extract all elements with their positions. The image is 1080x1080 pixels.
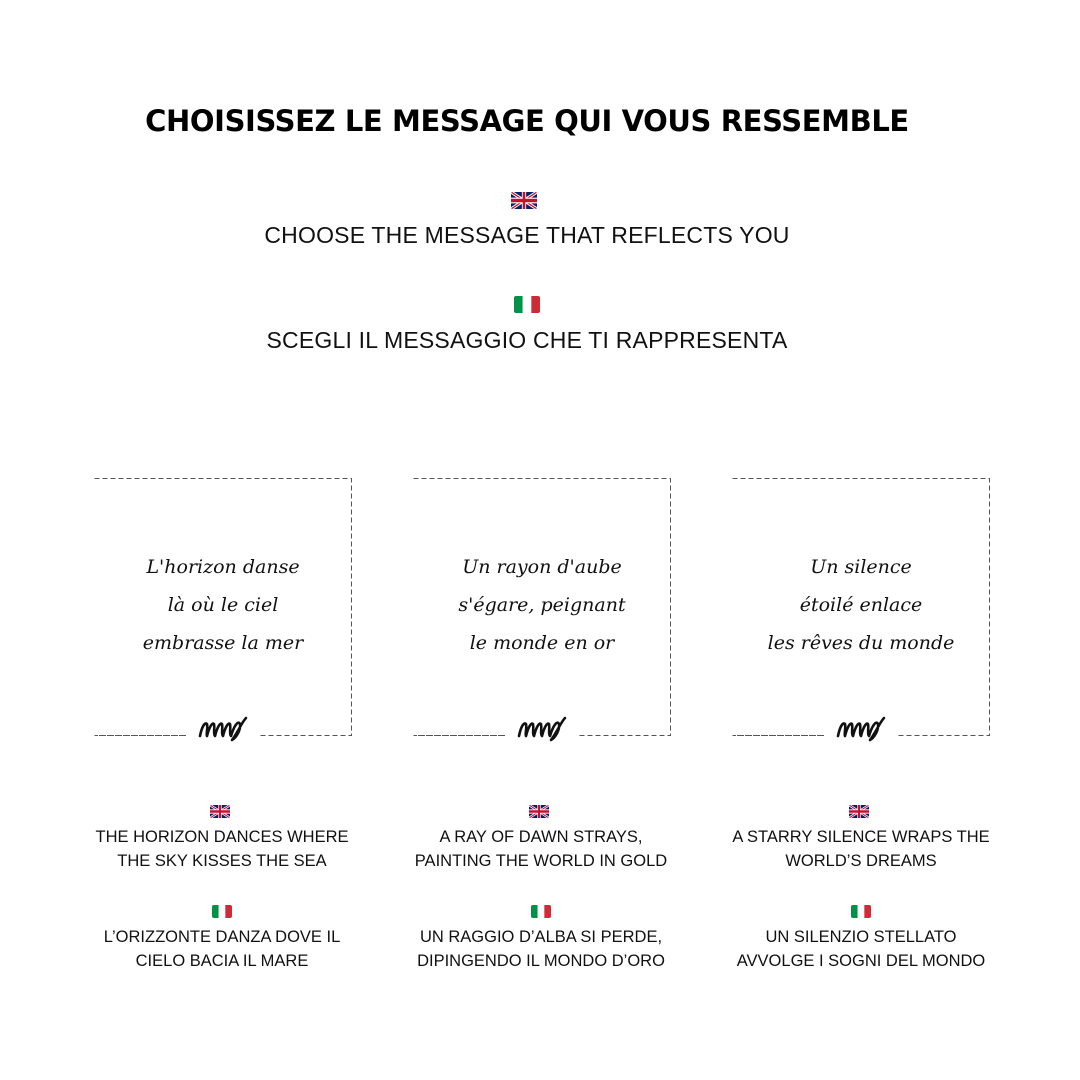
quote-line: Un rayon d'aube <box>462 556 622 578</box>
quote-line: embrasse la mer <box>142 632 304 654</box>
uk-flag-icon <box>529 805 549 818</box>
uk-flag-icon <box>210 805 230 818</box>
message-card[interactable] <box>94 478 352 738</box>
uk-flag-icon <box>849 805 869 818</box>
italian-caption: UN SILENZIO STELLATO AVVOLGE I SOGNI DEL MONDO <box>736 928 986 970</box>
handwritten-quote <box>732 548 990 662</box>
english-subtitle: CHOOSE THE MESSAGE THAT REFLECTS YOU <box>264 222 790 248</box>
italy-flag-icon <box>212 905 232 918</box>
italy-flag-icon <box>514 296 540 313</box>
quote-line: le monde en or <box>469 632 615 654</box>
italian-caption: UN RAGGIO D’ALBA SI PERDE, DIPINGENDO IL MONDO D’ORO <box>417 928 665 970</box>
italian-subtitle: SCEGLI IL MESSAGGIO CHE TI RAPPRESENTA <box>266 327 788 353</box>
quote-line: étoilé enlace <box>799 594 923 616</box>
english-caption: THE HORIZON DANCES WHERE THE SKY KISSES THE SEA <box>95 828 349 870</box>
signature-logo <box>198 714 248 742</box>
signature-logo <box>517 714 567 742</box>
quote-line: les rêves du monde <box>767 632 955 654</box>
uk-flag-icon <box>511 192 537 209</box>
message-card[interactable] <box>413 478 671 738</box>
italy-flag-icon <box>851 905 871 918</box>
signature-logo <box>836 714 886 742</box>
quote-line: Un silence <box>810 556 912 578</box>
english-caption: A STARRY SILENCE WRAPS THE WORLD’S DREAMS <box>732 828 990 870</box>
italian-caption: L’ORIZZONTE DANZA DOVE IL CIELO BACIA IL MARE <box>103 928 341 970</box>
english-caption: A RAY OF DAWN STRAYS, PAINTING THE WORLD IN GOLD <box>414 828 668 870</box>
quote-line: s'égare, peignant <box>458 594 626 616</box>
quote-line: L'horizon danse <box>146 556 300 578</box>
handwritten-quote <box>413 548 671 662</box>
quote-line: là où le ciel <box>167 594 279 616</box>
page-title: CHOISISSEZ LE MESSAGE QUI VOUS RESSEMBLE <box>145 104 909 138</box>
handwritten-quote <box>94 548 352 662</box>
italy-flag-icon <box>531 905 551 918</box>
message-card[interactable] <box>732 478 990 738</box>
